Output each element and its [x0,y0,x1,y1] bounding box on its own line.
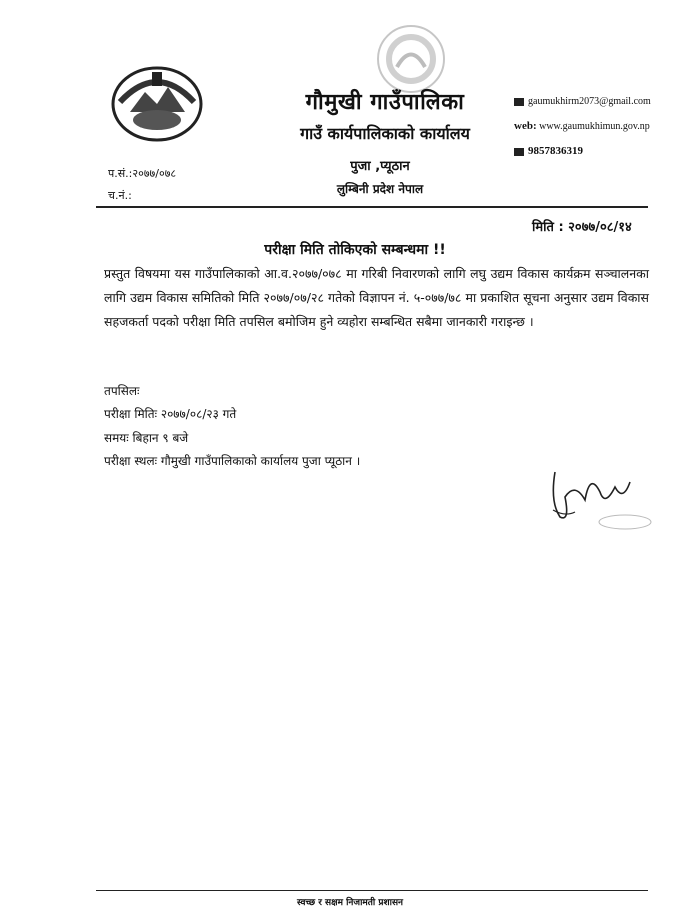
phone-icon [514,148,524,156]
letter-number: प.सं.:२०७७/०७८ [108,167,177,180]
signature-icon [545,462,655,532]
contact-phone [514,145,583,157]
phone-text: 9857836319 [528,145,583,157]
email-icon [514,98,524,106]
office-name: गाउँ कार्यपालिकाको कार्यालय [300,124,470,143]
body-paragraph: प्रस्तुत विषयमा यस गाउँपालिकाको आ.व.२०७७/०७८ मा गरिबी निवारणको लागि लघु उद्यम विकास कार्यक्रम सञ्चालनका लागि उद्यम विकास समितिको मिति २०७७/०७/२८ गतेको विज्ञापन नं. ५-०७७/७८ मा प्रकाशित सूचना अनुसार उद्यम विकास सहजकर्ता पदको परीक्षा मिति तपसिल बमोजिम हुने व्यहोरा सम्बन्धित सबैमा जानकारी गराइन्छ । [104,266,649,329]
org-name: गौमुखी गाउँपालिका [305,90,465,115]
contact-web [514,120,650,132]
web-label: web: [514,120,537,132]
contact-email [514,96,651,107]
exam-date: परीक्षा मितिः २०७७/०८/२३ गते [104,407,237,421]
letter-subject: परीक्षा मिति तोकिएको सम्बन्धमा !! [264,242,446,258]
header-divider [96,206,648,208]
nepal-emblem-icon [110,62,205,142]
exam-venue: परीक्षा स्थलः गौमुखी गाउँपालिकाको कार्यालय पुजा प्यूठान । [104,454,361,468]
watermark-seal-icon [372,22,450,96]
details-heading: तपसिलः [104,384,140,398]
footer-motto: स्वच्छ र सक्षम निजामती प्रशासन [296,898,404,908]
dispatch-number: च.नं.: [108,189,132,202]
email-text: gaumukhirm2073@gmail.com [528,96,651,107]
province-name: लुम्बिनी प्रदेश नेपाल [336,182,424,196]
footer-divider [96,890,648,891]
office-place: पुजा ,प्यूठान [350,159,410,174]
letter-date: मिति : २०७७/०८/१४ [532,220,632,235]
exam-time: समयः बिहान ९ बजे [104,431,189,445]
web-text: www.gaumukhimun.gov.np [539,121,650,132]
